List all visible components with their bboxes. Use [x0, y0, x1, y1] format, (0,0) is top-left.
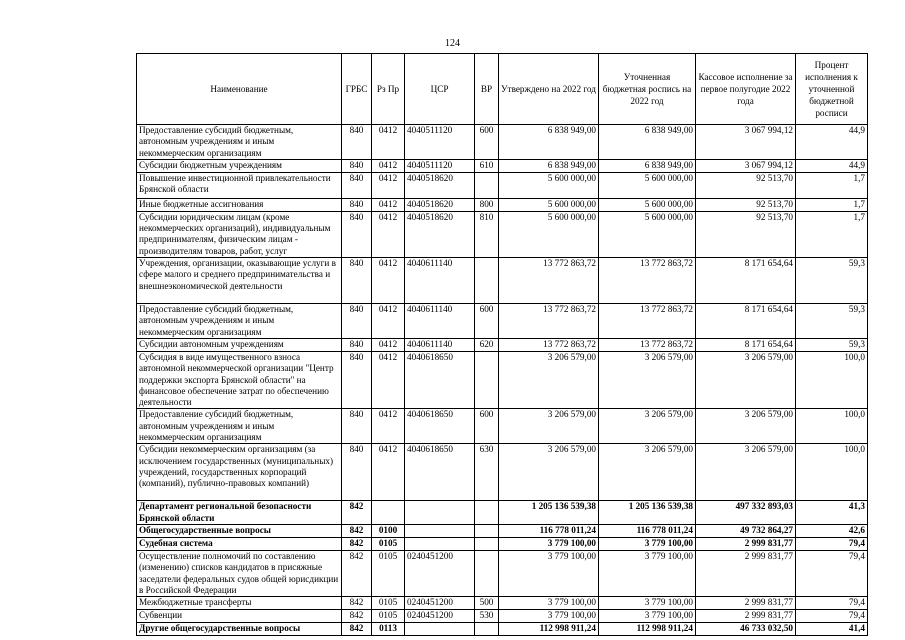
- cell-rzpr: 0105: [372, 550, 405, 596]
- cell-rzpr: 0100: [372, 524, 405, 537]
- cell-vr: [475, 258, 499, 304]
- cell-approved: 3 779 100,00: [499, 537, 599, 550]
- cell-vr: [475, 524, 499, 537]
- header-approved: Утверждено на 2022 год: [499, 54, 599, 125]
- cell-csr: 4040618650: [405, 351, 475, 408]
- cell-csr: 4040611140: [405, 304, 475, 339]
- table-row: [137, 524, 868, 537]
- cell-rzpr: 0412: [372, 211, 405, 257]
- cell-refined: 1 205 136 539,38: [599, 501, 696, 525]
- budget-table: [136, 53, 868, 636]
- cell-vr: [475, 550, 499, 596]
- header-grbs: ГРБС: [342, 54, 372, 125]
- cell-refined: 116 778 011,24: [599, 524, 696, 537]
- cell-percent: 41,3: [796, 501, 868, 525]
- cell-cash: 497 332 893,03: [696, 501, 796, 525]
- cell-name: Департамент региональной безопасности Брянской области: [137, 501, 342, 525]
- header-percent: Процент исполнения к уточненной бюджетной росписи: [796, 54, 868, 125]
- table-row: [137, 338, 868, 351]
- cell-vr: 800: [475, 198, 499, 211]
- cell-rzpr: 0412: [372, 351, 405, 408]
- cell-percent: 1,7: [796, 198, 868, 211]
- cell-refined: 6 838 949,00: [599, 125, 696, 160]
- cell-vr: 620: [475, 338, 499, 351]
- cell-percent: 79,4: [796, 610, 868, 623]
- cell-name: Предоставление субсидий бюджетным, автономным учреждениям и иным некоммерческим организациям: [137, 409, 342, 444]
- table-row: [137, 610, 868, 623]
- cell-csr: [405, 501, 475, 525]
- cell-rzpr: 0105: [372, 537, 405, 550]
- table-row: [137, 444, 868, 501]
- cell-vr: 500: [475, 597, 499, 610]
- cell-percent: 42,6: [796, 524, 868, 537]
- cell-grbs: 842: [342, 537, 372, 550]
- cell-cash: 3 067 994,12: [696, 159, 796, 172]
- header-rzpr: Рз Пр: [372, 54, 405, 125]
- cell-cash: 92 513,70: [696, 172, 796, 198]
- cell-percent: 100,0: [796, 409, 868, 444]
- table-header-row: [137, 54, 868, 125]
- cell-approved: 5 600 000,00: [499, 211, 599, 257]
- cell-grbs: 840: [342, 198, 372, 211]
- cell-cash: 2 999 831,77: [696, 597, 796, 610]
- cell-refined: 13 772 863,72: [599, 258, 696, 304]
- cell-vr: [475, 537, 499, 550]
- cell-cash: 92 513,70: [696, 211, 796, 257]
- cell-csr: 4040611140: [405, 338, 475, 351]
- cell-name: Учреждения, организации, оказывающие услуги в сфере малого и среднего предпринимательства и внешнеэкономической деятельности: [137, 258, 342, 304]
- cell-refined: 5 600 000,00: [599, 211, 696, 257]
- table-row: [137, 304, 868, 339]
- cell-vr: 600: [475, 304, 499, 339]
- table-row: [137, 125, 868, 160]
- cell-vr: 600: [475, 125, 499, 160]
- cell-rzpr: 0113: [372, 623, 405, 636]
- cell-rzpr: 0412: [372, 159, 405, 172]
- cell-approved: 3 779 100,00: [499, 550, 599, 596]
- cell-approved: 13 772 863,72: [499, 258, 599, 304]
- cell-vr: [475, 501, 499, 525]
- cell-grbs: 840: [342, 172, 372, 198]
- cell-approved: 1 205 136 539,38: [499, 501, 599, 525]
- cell-grbs: 842: [342, 610, 372, 623]
- cell-percent: 100,0: [796, 351, 868, 408]
- cell-grbs: 842: [342, 524, 372, 537]
- cell-rzpr: 0412: [372, 444, 405, 501]
- cell-refined: 3 206 579,00: [599, 444, 696, 501]
- cell-name: Предоставление субсидий бюджетным, автономным учреждениям и иным некоммерческим организациям: [137, 304, 342, 339]
- cell-vr: [475, 351, 499, 408]
- cell-grbs: 840: [342, 258, 372, 304]
- cell-csr: [405, 524, 475, 537]
- cell-rzpr: 0105: [372, 610, 405, 623]
- cell-csr: 4040511120: [405, 159, 475, 172]
- cell-percent: 44,9: [796, 125, 868, 160]
- cell-percent: 44,9: [796, 159, 868, 172]
- cell-percent: 1,7: [796, 172, 868, 198]
- cell-refined: 13 772 863,72: [599, 304, 696, 339]
- cell-refined: 3 206 579,00: [599, 409, 696, 444]
- cell-name: Другие общегосударственные вопросы: [137, 623, 342, 636]
- cell-cash: 8 171 654,64: [696, 258, 796, 304]
- cell-approved: 3 206 579,00: [499, 444, 599, 501]
- cell-cash: 2 999 831,77: [696, 550, 796, 596]
- cell-percent: 79,4: [796, 550, 868, 596]
- cell-rzpr: [372, 501, 405, 525]
- cell-csr: 4040611140: [405, 258, 475, 304]
- table-row: [137, 623, 868, 636]
- cell-percent: 79,4: [796, 537, 868, 550]
- cell-csr: 4040518620: [405, 198, 475, 211]
- cell-csr: 0240451200: [405, 550, 475, 596]
- cell-percent: 79,4: [796, 597, 868, 610]
- cell-refined: 3 779 100,00: [599, 550, 696, 596]
- cell-grbs: 840: [342, 351, 372, 408]
- cell-grbs: 842: [342, 550, 372, 596]
- table-row: [137, 198, 868, 211]
- cell-approved: 116 778 011,24: [499, 524, 599, 537]
- cell-grbs: 840: [342, 125, 372, 160]
- cell-name: Общегосударственные вопросы: [137, 524, 342, 537]
- cell-vr: 610: [475, 159, 499, 172]
- cell-grbs: 842: [342, 623, 372, 636]
- cell-approved: 6 838 949,00: [499, 159, 599, 172]
- cell-name: Субсидии автономным учреждениям: [137, 338, 342, 351]
- cell-vr: [475, 623, 499, 636]
- cell-refined: 5 600 000,00: [599, 172, 696, 198]
- table-row: [137, 501, 868, 525]
- cell-name: Субсидия в виде имущественного взноса автономной некоммерческой организации "Центр поддержки экспорта Брянской области" на финансовое обеспечение затрат по обеспечению деятельности: [137, 351, 342, 408]
- page-number: 124: [445, 38, 460, 49]
- cell-percent: 59,3: [796, 258, 868, 304]
- cell-cash: 3 206 579,00: [696, 444, 796, 501]
- cell-approved: 6 838 949,00: [499, 125, 599, 160]
- cell-percent: 41,4: [796, 623, 868, 636]
- cell-grbs: 840: [342, 159, 372, 172]
- cell-csr: [405, 623, 475, 636]
- cell-approved: 3 206 579,00: [499, 409, 599, 444]
- cell-grbs: 840: [342, 444, 372, 501]
- cell-vr: 530: [475, 610, 499, 623]
- cell-csr: 0240451200: [405, 597, 475, 610]
- cell-rzpr: 0105: [372, 597, 405, 610]
- cell-csr: [405, 537, 475, 550]
- cell-name: Субвенции: [137, 610, 342, 623]
- cell-name: Предоставление субсидий бюджетным, автономным учреждениям и иным некоммерческим организациям: [137, 125, 342, 160]
- cell-rzpr: 0412: [372, 125, 405, 160]
- table-row: [137, 258, 868, 304]
- cell-cash: 2 999 831,77: [696, 537, 796, 550]
- table-row: [137, 159, 868, 172]
- header-name: Наименование: [137, 54, 342, 125]
- cell-name: Повышение инвестиционной привлекательности Брянской области: [137, 172, 342, 198]
- cell-approved: 112 998 911,24: [499, 623, 599, 636]
- cell-approved: 5 600 000,00: [499, 198, 599, 211]
- table-row: [137, 409, 868, 444]
- table-row: [137, 351, 868, 408]
- cell-grbs: 842: [342, 597, 372, 610]
- cell-refined: 3 779 100,00: [599, 537, 696, 550]
- cell-csr: 4040518620: [405, 172, 475, 198]
- table-row: [137, 537, 868, 550]
- table-row: [137, 550, 868, 596]
- cell-rzpr: 0412: [372, 409, 405, 444]
- cell-cash: 3 206 579,00: [696, 409, 796, 444]
- cell-percent: 59,3: [796, 338, 868, 351]
- header-refined: Уточненная бюджетная роспись на 2022 год: [599, 54, 696, 125]
- cell-refined: 3 779 100,00: [599, 610, 696, 623]
- table-row: [137, 172, 868, 198]
- cell-rzpr: 0412: [372, 304, 405, 339]
- cell-cash: 49 732 864,27: [696, 524, 796, 537]
- cell-approved: 3 206 579,00: [499, 351, 599, 408]
- cell-percent: 100,0: [796, 444, 868, 501]
- cell-approved: 13 772 863,72: [499, 338, 599, 351]
- cell-vr: 810: [475, 211, 499, 257]
- cell-approved: 3 779 100,00: [499, 597, 599, 610]
- cell-cash: 92 513,70: [696, 198, 796, 211]
- cell-csr: 4040511120: [405, 125, 475, 160]
- cell-csr: 4040618650: [405, 409, 475, 444]
- cell-grbs: 840: [342, 409, 372, 444]
- cell-csr: 4040518620: [405, 211, 475, 257]
- cell-vr: [475, 172, 499, 198]
- cell-csr: 0240451200: [405, 610, 475, 623]
- cell-refined: 6 838 949,00: [599, 159, 696, 172]
- cell-name: Межбюджетные трансферты: [137, 597, 342, 610]
- cell-percent: 59,3: [796, 304, 868, 339]
- cell-cash: 46 733 032,50: [696, 623, 796, 636]
- cell-refined: 5 600 000,00: [599, 198, 696, 211]
- cell-name: Иные бюджетные ассигнования: [137, 198, 342, 211]
- cell-rzpr: 0412: [372, 198, 405, 211]
- cell-rzpr: 0412: [372, 258, 405, 304]
- cell-rzpr: 0412: [372, 172, 405, 198]
- cell-name: Субсидии некоммерческим организациям (за исключением государственных (муниципальных) учреждений, государственных корпораций (компаний), публично-правовых компаний): [137, 444, 342, 501]
- cell-name: Судебная система: [137, 537, 342, 550]
- cell-cash: 8 171 654,64: [696, 338, 796, 351]
- cell-refined: 112 998 911,24: [599, 623, 696, 636]
- cell-refined: 13 772 863,72: [599, 338, 696, 351]
- header-cash: Кассовое исполнение за первое полугодие 2022 года: [696, 54, 796, 125]
- cell-csr: 4040618650: [405, 444, 475, 501]
- cell-cash: 3 206 579,00: [696, 351, 796, 408]
- cell-vr: 630: [475, 444, 499, 501]
- cell-grbs: 840: [342, 338, 372, 351]
- cell-approved: 5 600 000,00: [499, 172, 599, 198]
- cell-grbs: 840: [342, 304, 372, 339]
- header-vr: ВР: [475, 54, 499, 125]
- cell-grbs: 840: [342, 211, 372, 257]
- cell-rzpr: 0412: [372, 338, 405, 351]
- cell-cash: 3 067 994,12: [696, 125, 796, 160]
- header-csr: ЦСР: [405, 54, 475, 125]
- cell-grbs: 842: [342, 501, 372, 525]
- cell-cash: 8 171 654,64: [696, 304, 796, 339]
- cell-vr: 600: [475, 409, 499, 444]
- cell-name: Субсидии юридическим лицам (кроме некоммерческих организаций), индивидуальным предпринимателям, физическим лицам - производителям товаров, работ, услуг: [137, 211, 342, 257]
- cell-refined: 3 779 100,00: [599, 597, 696, 610]
- table-body: [137, 125, 868, 636]
- cell-name: Субсидии бюджетным учреждениям: [137, 159, 342, 172]
- cell-approved: 3 779 100,00: [499, 610, 599, 623]
- table-row: [137, 211, 868, 257]
- cell-approved: 13 772 863,72: [499, 304, 599, 339]
- cell-name: Осуществление полномочий по составлению (изменению) списков кандидатов в присяжные заседатели федеральных судов общей юрисдикции в Российской Федерации: [137, 550, 342, 596]
- table-row: [137, 597, 868, 610]
- cell-cash: 2 999 831,77: [696, 610, 796, 623]
- cell-refined: 3 206 579,00: [599, 351, 696, 408]
- cell-percent: 1,7: [796, 211, 868, 257]
